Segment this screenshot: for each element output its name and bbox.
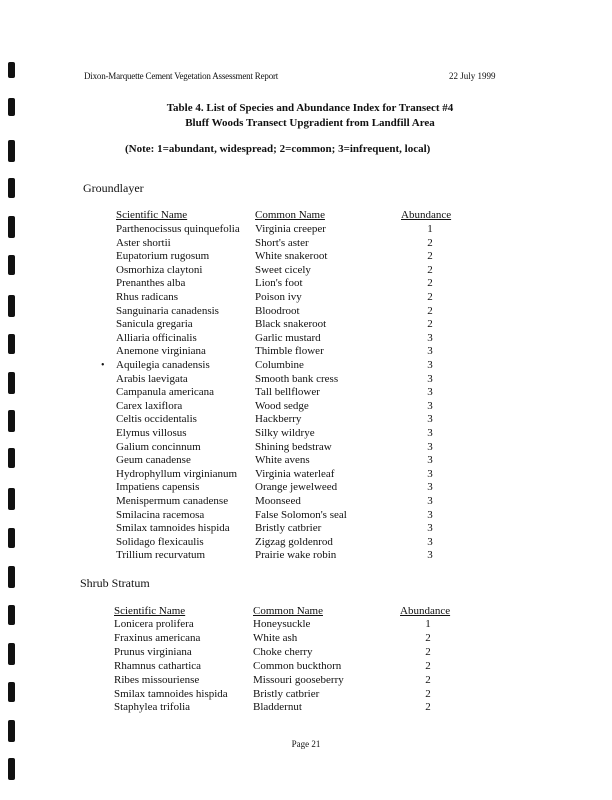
scientific-name: Fraxinus americana [114, 631, 201, 644]
common-name: Short's aster [255, 236, 309, 249]
col-abundance: Abundance [400, 605, 451, 617]
common-name: Missouri gooseberry [253, 673, 344, 686]
scientific-name: Prunus virginiana [114, 645, 192, 658]
abundance-value: 3 [427, 386, 433, 399]
scientific-name: Eupatorium rugosum [116, 250, 210, 263]
scientific-name: Geum canadense [116, 454, 191, 467]
scientific-name: Arabis laevigata [116, 372, 188, 385]
scientific-name: Menispermum canadense [116, 495, 229, 507]
groundlayer-heading: Groundlayer [83, 181, 144, 195]
scientific-name: Campanula americana [116, 386, 215, 399]
abundance-value: 2 [425, 701, 431, 714]
scientific-name: Celtis occidentalis [116, 413, 197, 426]
abundance-value: 2 [427, 304, 433, 317]
abundance-value: 3 [427, 522, 433, 535]
abundance-value: 1 [427, 223, 433, 235]
scientific-name: Smilax tamnoides hispida [116, 522, 230, 535]
scientific-name: Lonicera prolifera [114, 618, 194, 630]
report-title: Dixon-Marquette Cement Vegetation Assessment Report [84, 71, 279, 81]
scientific-name: Staphylea trifolia [114, 701, 191, 714]
common-name: Moonseed [255, 495, 301, 507]
abundance-value: 2 [427, 263, 433, 276]
common-name: Garlic mustard [255, 331, 321, 344]
common-name: Lion's foot [255, 277, 303, 290]
scientific-name: Sanguinaria canadensis [116, 304, 219, 317]
scientific-name: Hydrophyllum virginianum [116, 467, 238, 480]
abundance-value: 2 [427, 277, 433, 290]
scientific-name: Smilacina racemosa [116, 508, 205, 521]
report-date: 22 July 1999 [449, 71, 496, 81]
abundance-value: 2 [425, 659, 431, 672]
scientific-name: Smilax tamnoides hispida [114, 687, 228, 700]
abundance-value: 3 [427, 413, 433, 426]
abundance-value: 3 [427, 535, 433, 548]
common-name: Prairie wake robin [255, 549, 337, 562]
scientific-name: Solidago flexicaulis [116, 535, 204, 548]
abundance-value: 3 [427, 549, 433, 562]
common-name: Silky wildrye [255, 427, 315, 439]
common-name: Columbine [255, 359, 304, 371]
scientific-name: Parthenocissus quinquefolia [116, 223, 240, 235]
scientific-name: Osmorhiza claytoni [116, 263, 203, 276]
abundance-value: 3 [427, 440, 433, 453]
scientific-name: Rhamnus cathartica [114, 659, 202, 672]
common-name: Common buckthorn [253, 659, 342, 672]
col-scientific-name: Scientific Name [116, 209, 188, 221]
common-name: Honeysuckle [253, 618, 311, 630]
common-name: White avens [255, 454, 310, 467]
common-name: Virginia creeper [255, 223, 326, 235]
scientific-name: Impatiens capensis [116, 481, 200, 494]
common-name: White ash [253, 631, 298, 644]
common-name: Bristly catbrier [255, 522, 322, 535]
abundance-value: 3 [427, 427, 433, 439]
shrub-heading: Shrub Stratum [80, 576, 150, 590]
common-name: Orange jewelweed [255, 481, 338, 494]
abundance-value: 3 [427, 454, 433, 467]
table-subtitle: Bluff Woods Transect Upgradient from Landfill Area [185, 117, 435, 129]
common-name: Sweet cicely [255, 263, 311, 276]
common-name: White snakeroot [255, 250, 328, 263]
scientific-name: Trillium recurvatum [116, 549, 206, 562]
abundance-value: 2 [425, 645, 431, 658]
scientific-name: Carex laxiflora [116, 399, 183, 412]
scientific-name: Ribes missouriense [114, 673, 200, 686]
scientific-name: Aster shortii [116, 236, 171, 249]
scan-mark: • [101, 360, 105, 371]
common-name: False Solomon's seal [255, 508, 347, 521]
abundance-value: 2 [425, 631, 431, 644]
abundance-value: 3 [427, 399, 433, 412]
common-name: Virginia waterleaf [255, 467, 335, 480]
scientific-name: Anemone virginiana [116, 345, 206, 358]
abundance-value: 3 [427, 495, 433, 507]
common-name: Black snakeroot [255, 318, 327, 331]
col-common-name: Common Name [253, 605, 323, 617]
common-name: Poison ivy [255, 291, 302, 303]
abundance-value: 2 [427, 318, 433, 331]
common-name: Choke cherry [253, 645, 313, 658]
scientific-name: Prenanthes alba [116, 277, 186, 290]
common-name: Shining bedstraw [255, 440, 332, 453]
common-name: Tall bellflower [255, 386, 320, 399]
col-scientific-name: Scientific Name [114, 605, 186, 617]
common-name: Bladdernut [253, 701, 302, 714]
page-number: Page 21 [291, 739, 321, 749]
common-name: Bristly catbrier [253, 687, 320, 700]
abundance-value: 3 [427, 359, 433, 371]
abundance-value: 3 [427, 508, 433, 521]
abundance-value: 1 [425, 618, 431, 630]
abundance-value: 2 [427, 250, 433, 263]
abundance-value: 3 [427, 372, 433, 385]
scientific-name: Alliaria officinalis [116, 331, 197, 344]
common-name: Bloodroot [255, 304, 300, 317]
common-name: Zigzag goldenrod [255, 535, 333, 548]
scientific-name: Elymus villosus [116, 427, 187, 439]
abundance-value: 2 [425, 673, 431, 686]
scientific-name: Sanicula gregaria [116, 318, 193, 331]
abundance-value: 3 [427, 481, 433, 494]
col-common-name: Common Name [255, 209, 325, 221]
abundance-value: 2 [427, 291, 433, 303]
common-name: Wood sedge [255, 399, 309, 412]
abundance-value: 3 [427, 467, 433, 480]
abundance-note: (Note: 1=abundant, widespread; 2=common; 3=infrequent, local) [125, 143, 431, 155]
scientific-name: Aquilegia canadensis [116, 359, 210, 371]
abundance-value: 2 [427, 236, 433, 249]
abundance-value: 3 [427, 331, 433, 344]
scientific-name: Rhus radicans [116, 291, 179, 303]
col-abundance: Abundance [401, 209, 452, 221]
common-name: Thimble flower [255, 345, 324, 358]
scientific-name: Galium concinnum [116, 440, 201, 453]
abundance-value: 3 [427, 345, 433, 358]
common-name: Hackberry [255, 413, 302, 426]
common-name: Smooth bank cress [255, 372, 339, 385]
table-title: Table 4. List of Species and Abundance Index for Transect #4 [166, 102, 454, 114]
abundance-value: 2 [425, 687, 431, 700]
